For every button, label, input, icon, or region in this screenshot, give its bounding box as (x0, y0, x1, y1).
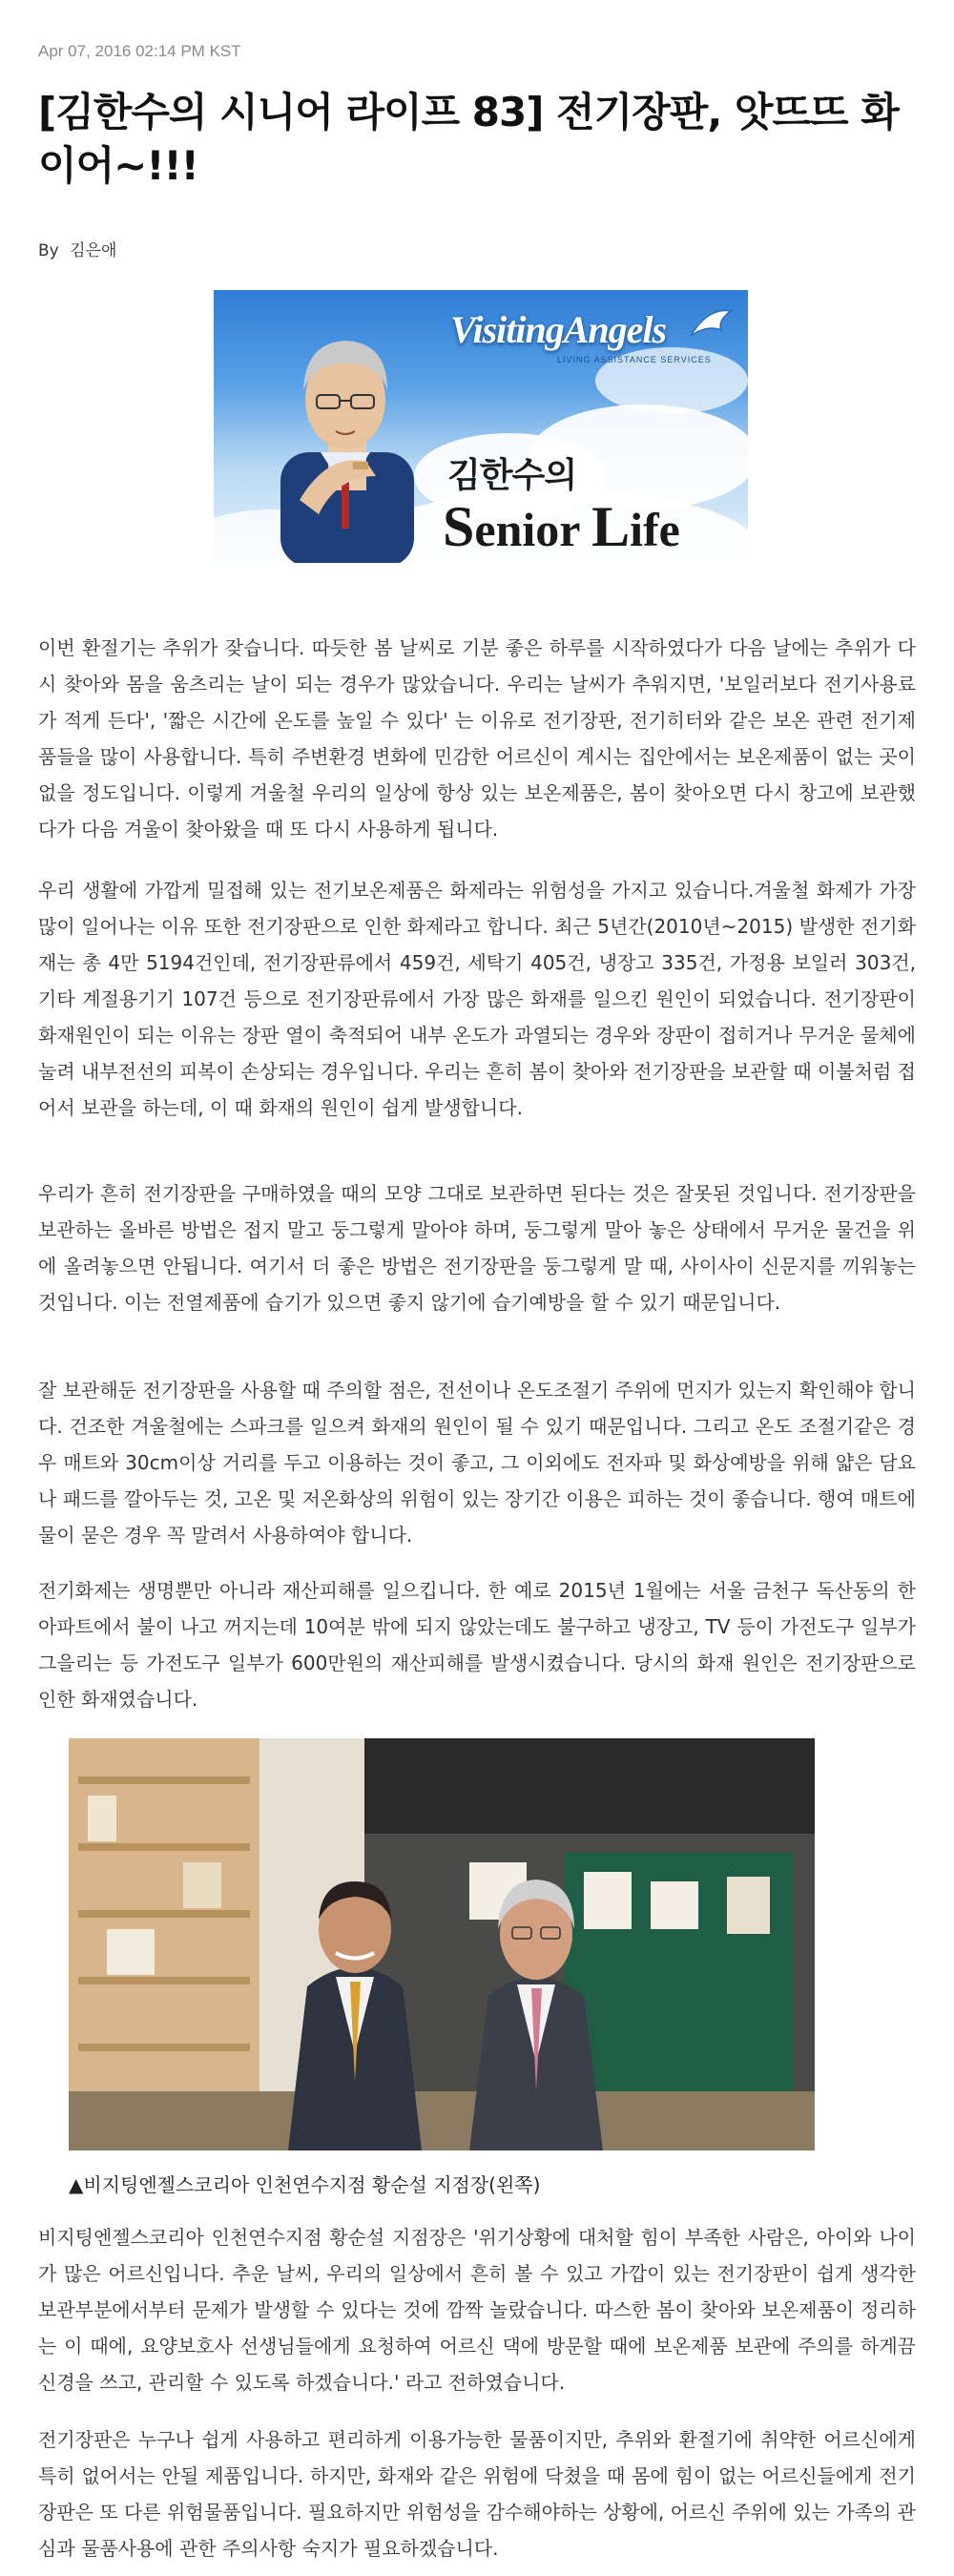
column-banner-image (214, 290, 748, 563)
paragraph: 전기화제는 생명뿐만 아니라 재산피해를 일으킵니다. 한 예로 2015년 1월에는 서울 금천구 독산동의 한 아파트에서 불이 나고 꺼지는데 10여분 밖에 되지 않았는데도 불구하고 냉장고, TV 등이 가전도구 일부가 그을리는 등 가전도구 일부가 600만원의 재산피해를 발생시켰습니다. 당시의 화재 원인은 전기장판으로 인한 화재였습니다. (38, 1579, 916, 1711)
author-link[interactable]: 김은애 (70, 241, 117, 260)
byline-prefix: By (38, 241, 59, 260)
columnist-portrait (261, 309, 424, 563)
paragraph: 우리 생활에 가깝게 밀접해 있는 전기보온제품은 화제라는 위험성을 가지고 있습니다.겨울철 화제가 가장 많이 일어나는 이유 또한 전기장판으로 인한 화제라고 합니다. 최근 5년간(2010년~2015) 발생한 전기화재는 총 4만 5194건인데, 전기장판류에서 459건, 세탁기 405건, 냉장고 335건, 가정용 보일러 303건, 기타 계절용기기 107건 등으로 전기장판류에서 가장 많은 화재를 일으킨 원인이 되었습니다. 전기장판이 화재원인이 되는 이유는 장판 열이 축적되어 내부 온도가 과열되는 경우와 장판이 접히거나 무거운 물체에 눌려 내부전선의 피복이 손상되는 경우입니다. 우리는 흔히 봄이 찾아와 전기장판을 보관할 때 이불처럼 접어서 보관을 하는데, 이 때 화재의 원인이 쉽게 발생합니다. (38, 879, 916, 1119)
columnist-name-title: 김한수의 (447, 456, 577, 495)
article-photo (69, 1738, 815, 2150)
article-title: [김한수의 시니어 라이프 83] 전기장판, 앗뜨뜨 화이어~!!! (38, 89, 899, 189)
paragraph: 비지팅엔젤스코리아 인천연수지점 황순설 지점장은 '위기상황에 대처할 힘이 부족한 사람은, 아이와 나이가 많은 어르신입니다. 추운 날씨, 우리의 일상에서 흔히 볼 수 있고 가깝이 있는 전기장판이 쉽게 생각한 보관부분에서부터 문제가 발생할 수 있다는 것에 깜짝 놀랐습니다. 따스한 봄이 찾아와 보온제품이 정리하는 이 때에, 요양보호사 선생님들에게 요청하여 어르신 댁에 방문할 때에 보온제품 보관에 주의를 하게끔 신경을 쓰고, 관리할 수 있도록 하겠습니다.' 라고 전하였습니다. (38, 2226, 916, 2394)
photo-caption: ▲비지팅엔젤스코리아 인천연수지점 황순설 지점장(왼쪽) (69, 2173, 541, 2196)
article-date: Apr 07, 2016 02:14 PM KST (38, 42, 241, 60)
byline (38, 237, 116, 260)
angel-wing-icon (689, 307, 733, 345)
senior-life-title: Senior Life (443, 495, 680, 558)
paragraph: 잘 보관해둔 전기장판을 사용할 때 주의할 점은, 전선이나 온도조절기 주위에 먼지가 있는지 확인해야 합니다. 건조한 겨울철에는 스파크를 일으켜 화재의 원인이 될 수 있기 때문입니다. 그리고 온도 조절기같은 경우 매트와 30cm이상 거리를 두고 이용하는 것이 좋고, 그 이외에도 전자파 및 화상예방을 위해 얇은 담요나 패드를 깔아두는 것, 고온 및 저온화상의 위험이 있는 장기간 이용은 피하는 것이 좋습니다. 행여 매트에 물이 묻은 경우 꼭 말려서 사용하여야 합니다. (38, 1379, 916, 1547)
paragraph: 이번 환절기는 추위가 잦습니다. 따듯한 봄 날씨로 기분 좋은 하루를 시작하였다가 다음 날에는 추위가 다시 찾아와 몸을 움츠리는 날이 되는 경우가 많았습니다. 우리는 날씨가 추워지면, '보일러보다 전기사용료가 적게 든다', '짧은 시간에 온도를 높일 수 있다' 는 이유로 전기장판, 전기히터와 같은 보온 관련 전기제품들을 많이 사용합니다. 특히 주변환경 변화에 민감한 어르신이 계시는 집안에서는 보온제품이 없는 곳이 없을 정도입니다. 이렇게 겨울철 우리의 일상에 항상 있는 보온제품은, 봄이 찾아오면 다시 창고에 보관했다가 다음 겨울이 찾아왔을 때 또 다시 사용하게 됩니다. (38, 636, 916, 841)
visiting-angels-logo: VisitingAngels LIVING ASSISTANCE SERVICES (450, 307, 733, 374)
paragraph: 전기장판은 누구나 쉽게 사용하고 편리하게 이용가능한 물품이지만, 추위와 환절기에 취약한 어르신에게 특히 없어서는 안될 제품입니다. 하지만, 화재와 같은 위험에 닥쳤을 때 몸에 힘이 없는 어르신들에게 전기장판은 또 다른 위험물품입니다. 필요하지만 위험성을 감수해야하는 상황에, 어르신 주위에 있는 가족의 관심과 물품사용에 관한 주의사항 숙지가 필요하겠습니다. (38, 2428, 916, 2560)
paragraph: 우리가 흔히 전기장판을 구매하였을 때의 모양 그대로 보관하면 된다는 것은 잘못된 것입니다. 전기장판을 보관하는 올바른 방법은 접지 말고 둥그렇게 말아야 하며, 둥그렇게 말아 놓은 상태에서 무거운 물건을 위에 올려놓으면 안됩니다. 여기서 더 좋은 방법은 전기장판을 둥그렇게 말 때, 사이사이 신문지를 끼워놓는 것입니다. 이는 전열제품에 습기가 있으면 좋지 않기에 습기예방을 할 수 있기 때문입니다. (38, 1182, 916, 1314)
